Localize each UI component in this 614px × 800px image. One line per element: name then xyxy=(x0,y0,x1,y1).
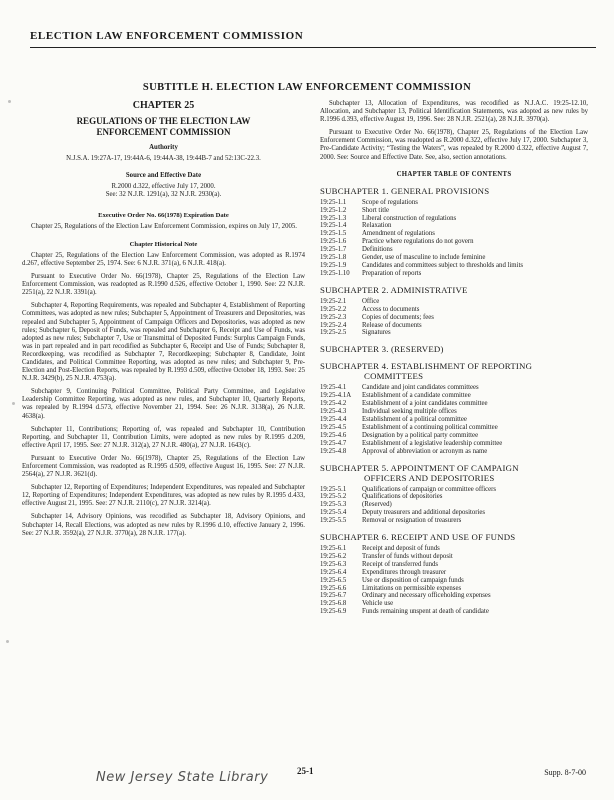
history-paragraph: Subchapter 9, Continuing Political Committee, Political Party Committee, and Legislative Leadership Committee Reporting, was adopted as new rules, and Subchapter 10, Quarterly Reports, was repealed by R.1994 d.573, effective November 21, 1994. See: 26 N.J.R. 3138(a), 26 N.J.R. 4638(a). xyxy=(22,388,305,420)
section-number: 19:25-2.1 xyxy=(320,297,347,305)
table-of-contents-heading: CHAPTER TABLE OF CONTENTS xyxy=(396,170,512,178)
section-number: 19:25-2.2 xyxy=(320,305,347,313)
history-paragraph: Pursuant to Executive Order No. 66(1978), Chapter 25, Regulations of the Election Law Enforcement Commission, was readopted as R.2000 d.322, effective July 17, 2000. Subchapter 3, Pre-Candidate Activity; “Testing the Waters”, was repealed by R.2000 d.322, effective August 7, 2000. See: Source and Effective Date. See, also, section annotations. xyxy=(320,129,588,161)
toc-entry xyxy=(320,384,588,392)
subchapter-heading-text: SUBCHAPTER 6. RECEIPT AND USE OF FUNDS xyxy=(320,532,516,543)
section-title: Receipt of transferred funds xyxy=(362,560,439,568)
toc-entry xyxy=(320,408,588,416)
section-title: Access to documents xyxy=(362,305,420,313)
authority-text: N.J.S.A. 19:27A-17, 19:44A-6, 19:44A-38, 19:44B-7 and 52:13C-22.3. xyxy=(66,155,261,163)
section-number: 19:25-5.4 xyxy=(320,509,347,517)
section-number: 19:25-1.5 xyxy=(320,230,347,238)
toc-entry xyxy=(320,493,588,501)
section-title: Copies of documents; fees xyxy=(362,313,434,321)
toc-entry xyxy=(320,392,588,400)
toc-entry xyxy=(320,509,588,517)
toc-entry xyxy=(320,215,588,223)
section-number: 19:25-5.1 xyxy=(320,485,347,493)
section-number: 19:25-6.6 xyxy=(320,584,347,592)
subchapter-heading xyxy=(320,532,588,542)
toc-entry xyxy=(320,400,588,408)
toc-entry xyxy=(320,553,588,561)
section-number: 19:25-4.7 xyxy=(320,439,347,447)
section-number: 19:25-1.3 xyxy=(320,214,347,222)
subchapter-heading xyxy=(320,285,588,295)
section-number: 19:25-6.4 xyxy=(320,568,347,576)
historical-note-heading: Chapter Historical Note xyxy=(129,240,198,248)
section-number: 19:25-1.4 xyxy=(320,222,347,230)
subchapter-heading-text: SUBCHAPTER 5. APPOINTMENT OF CAMPAIGN xyxy=(320,462,519,473)
section-number: 19:25-4.1A xyxy=(320,392,352,400)
history-paragraph: Pursuant to Executive Order No. 66(1978), Chapter 25, Regulations of the Election Law Enforcement Commission, was readopted as R.1990 d.526, effective October 1, 1990. See: 22 N.J.R. 2251(a), 22 N.J.R. 3391(a). xyxy=(22,273,305,297)
table-of-contents xyxy=(320,186,588,616)
history-paragraph: Subchapter 4, Reporting Requirements, was repealed and Subchapter 4, Establishment of Reporting Committees, was adopted as new rules; Subchapter 5, Appointment of Treasurers and Depositories, was repealed and Subchapter 5, Appointment of Campaign Officers and Depositories, was adopted as new rules; Subchapter 6, Deposit of Funds, was repealed and Subchapter 6, Receipt and Use of Funds, was adopted as new rules; Subchapter 7, Use or Transmittal of Deposited Funds: Surplus Campaign Funds, was in part repealed and in part recodified as Subchapter 6, Receipt and Use of Funds; Subchapter 8, Recordkeeping, was recodified as Subchapter 7, Recordkeeping; Subchapter 8, Candidate, Joint Candidates, and Political Committee Reporting, was adopted as new rules; and Subchapter 9, Pre-Election and Post-Election Reports, was repealed by R.1993 d.509, effective October 18, 1993. See: 25 N.J.R. 3429(b), 25 N.J.R. 4753(a). xyxy=(22,302,305,383)
toc-entry xyxy=(320,246,588,254)
header-rule xyxy=(30,47,596,48)
toc-entry xyxy=(320,585,588,593)
section-title: Establishment of a political committee xyxy=(362,415,467,423)
section-number: 19:25-4.4 xyxy=(320,415,347,423)
subchapter-heading-continuation: COMMITTEES xyxy=(364,371,424,382)
section-title: Practice where regulations do not govern xyxy=(362,238,474,246)
subchapter-heading xyxy=(320,361,588,381)
toc-entry xyxy=(320,322,588,330)
toc-entry xyxy=(320,270,588,278)
section-title: Candidate and joint candidates committees xyxy=(362,384,479,392)
section-title: Removal or resignation of treasurers xyxy=(362,517,462,525)
section-number: 19:25-2.4 xyxy=(320,321,347,329)
section-title: Funds remaining unspent at death of candidate xyxy=(362,608,489,616)
left-column xyxy=(22,100,305,543)
history-paragraph: Subchapter 14, Advisory Opinions, was recodified as Subchapter 18, Advisory Opinions, and Subchapter 14, Recall Elections, was adopted as new rules by R.1996 d.10, effective January 2, 1996. See: 27 N.J.R. 3592(a), 27 N.J.R. 3770(a), 28 N.J.R. 177(a). xyxy=(22,513,305,537)
section-title: Establishment of a candidate committee xyxy=(362,392,471,400)
toc-entry xyxy=(320,448,588,456)
toc-entry xyxy=(320,416,588,424)
section-title: Receipt and deposit of funds xyxy=(362,545,440,553)
section-number: 19:25-5.5 xyxy=(320,517,347,525)
section-number: 19:25-4.3 xyxy=(320,408,347,416)
toc-entry xyxy=(320,432,588,440)
section-number: 19:25-1.6 xyxy=(320,238,347,246)
section-title: Vehicle use xyxy=(362,600,394,608)
section-title: Establishment of a joint candidates committee xyxy=(362,400,488,408)
section-title: Liberal construction of regulations xyxy=(362,214,457,222)
section-number: 19:25-1.2 xyxy=(320,206,347,214)
section-title: Amendment of regulations xyxy=(362,230,435,238)
toc-entry xyxy=(320,608,588,616)
section-title: Designation by a political party committee xyxy=(362,431,479,439)
section-number: 19:25-1.10 xyxy=(320,269,350,277)
subchapter-heading xyxy=(320,186,588,196)
subtitle-heading: SUBTITLE H. ELECTION LAW ENFORCEMENT COMMISSION xyxy=(142,82,472,93)
toc-entry xyxy=(320,486,588,494)
history-paragraph: Subchapter 11, Contributions; Reporting of, was repealed and Subchapter 10, Contribution Reporting, and Subchapter 11, Contribution Limits, were adopted as new rules by R.1995 d.209, effective April 17, 1995. See: 27 N.J.R. 312(a), 27 N.J.R. 480(a), 27 N.J.R. 1643(c). xyxy=(22,425,305,449)
running-header: ELECTION LAW ENFORCEMENT COMMISSION xyxy=(30,30,304,42)
subchapter-heading-continuation: OFFICERS AND DEPOSITORIES xyxy=(364,472,495,483)
section-title: Establishment of a continuing political committee xyxy=(362,423,498,431)
subchapter-heading xyxy=(320,463,588,483)
toc-entry xyxy=(320,262,588,270)
toc-entry xyxy=(320,569,588,577)
source-heading: Source and Effective Date xyxy=(125,172,202,180)
toc-entry xyxy=(320,199,588,207)
exec-order-text: Chapter 25, Regulations of the Election Law Enforcement Commission, expires on July 17, 2005. xyxy=(31,222,297,230)
section-title: Qualifications of depositories xyxy=(362,493,443,501)
toc-entry xyxy=(320,501,588,509)
section-number: 19:25-6.8 xyxy=(320,600,347,608)
toc-entry xyxy=(320,222,588,230)
right-column xyxy=(320,100,588,616)
toc-entry xyxy=(320,329,588,337)
section-title: Short title xyxy=(362,206,389,214)
toc-entry xyxy=(320,600,588,608)
section-title: Preparation of reports xyxy=(362,269,422,277)
section-title: Release of documents xyxy=(362,321,422,329)
toc-entry xyxy=(320,561,588,569)
toc-entry xyxy=(320,238,588,246)
subchapter-heading xyxy=(320,344,588,354)
authority-heading: Authority xyxy=(149,144,178,152)
section-title: Office xyxy=(362,297,380,305)
section-title: Expenditures through treasurer xyxy=(362,568,447,576)
exec-order-heading: Executive Order No. 66(1978) Expiration Date xyxy=(98,211,229,219)
toc-entry xyxy=(320,230,588,238)
section-number: 19:25-6.9 xyxy=(320,608,347,616)
section-number: 19:25-6.2 xyxy=(320,552,347,560)
section-number: 19:25-1.8 xyxy=(320,254,347,262)
toc-entry xyxy=(320,424,588,432)
chapter-title-line-2: ENFORCEMENT COMMISSION xyxy=(96,127,231,138)
section-title: Establishment of a legislative leadership committee xyxy=(362,439,503,447)
toc-entry xyxy=(320,592,588,600)
margin-speck xyxy=(12,402,15,405)
toc-entry xyxy=(320,314,588,322)
section-title: Deputy treasurers and additional depositories xyxy=(362,509,486,517)
section-number: 19:25-6.1 xyxy=(320,545,347,553)
toc-entry xyxy=(320,577,588,585)
section-title: Limitations on permissible expenses xyxy=(362,584,462,592)
section-number: 19:25-1.9 xyxy=(320,262,347,269)
section-title: Individual seeking multiple offices xyxy=(362,408,457,416)
history-paragraph: Subchapter 12, Reporting of Expenditures; Independent Expenditures, was repealed and Subchapter 12, Reporting of Expenditures; Independent Expenditures, was adopted as new rules by R.1995 d.433, effective August 21, 1995. See: 27 N.J.R. 2110(c), 27 N.J.R. 3214(a). xyxy=(22,484,305,508)
section-title: (Reserved) xyxy=(362,501,392,509)
section-number: 19:25-6.3 xyxy=(320,560,347,568)
section-number: 19:25-4.8 xyxy=(320,447,347,455)
toc-entry xyxy=(320,440,588,448)
subchapter-heading-text: SUBCHAPTER 2. ADMINISTRATIVE xyxy=(320,284,468,295)
section-title: Use or disposition of campaign funds xyxy=(362,576,464,584)
section-title: Qualifications of campaign or committee officers xyxy=(362,485,497,493)
section-title: Transfer of funds without deposit xyxy=(362,552,453,560)
chapter-title xyxy=(22,116,305,138)
margin-speck xyxy=(8,100,11,103)
section-number: 19:25-4.2 xyxy=(320,400,347,408)
section-number: 19:25-1.1 xyxy=(320,198,347,206)
chapter-title-line-1: REGULATIONS OF THE ELECTION LAW xyxy=(76,116,251,127)
library-stamp: New Jersey State Library xyxy=(96,770,269,785)
toc-entry xyxy=(320,254,588,262)
toc-entry xyxy=(320,545,588,553)
section-number: 19:25-6.5 xyxy=(320,576,347,584)
section-title: Signatures xyxy=(362,329,391,337)
supplement-date: Supp. 8-7-00 xyxy=(544,768,586,777)
section-title: Approval of abbreviation or acronym as name xyxy=(362,447,488,455)
section-number: 19:25-6.7 xyxy=(320,592,347,600)
toc-entry xyxy=(320,306,588,314)
subchapter-heading-text: SUBCHAPTER 3. (RESERVED) xyxy=(320,344,444,355)
section-title: Relaxation xyxy=(362,222,392,230)
section-number: 19:25-2.3 xyxy=(320,313,347,321)
section-number: 19:25-4.5 xyxy=(320,423,347,431)
page-number: 25-1 xyxy=(297,766,314,776)
history-paragraph: Chapter 25, Regulations of the Election Law Enforcement Commission, was adopted as R.1974 d.267, effective September 25, 1974. See: 6 N.J.R. 371(a), 6 N.J.R. 418(a). xyxy=(22,251,305,267)
history-paragraph: Pursuant to Executive Order No. 66(1978), Chapter 25, Regulations of the Election Law Enforcement Commission, was readopted as R.1995 d.509, effective August 16, 1995. See: 27 N.J.R. 2564(a), 27 N.J.R. 3621(d). xyxy=(22,454,305,479)
section-title: Definitions xyxy=(362,246,393,254)
subchapter-heading-text: SUBCHAPTER 1. GENERAL PROVISIONS xyxy=(320,185,490,196)
toc-entry xyxy=(320,207,588,215)
source-line-2: See: 32 N.J.R. 1291(a), 32 N.J.R. 2930(a). xyxy=(105,191,222,199)
margin-speck xyxy=(6,640,9,643)
section-number: 19:25-1.7 xyxy=(320,246,347,254)
section-number: 19:25-4.6 xyxy=(320,431,347,439)
section-number: 19:25-5.3 xyxy=(320,501,347,509)
section-title: Gender, use of masculine to include feminine xyxy=(362,254,486,262)
section-title: Scope of regulations xyxy=(362,198,418,206)
history-paragraph: Subchapter 13, Allocation of Expenditures, was recodified as N.J.A.C. 19:25-12.10, Allocation, and Subchapter 13, Political Identification Statements, was adopted as new rules by R.1996 d.393, effective August 19, 1996. See: 28 N.J.R. 2521(a), 28 N.J.R. 3970(a). xyxy=(320,100,588,124)
section-number: 19:25-2.5 xyxy=(320,329,347,337)
subchapter-heading-text: SUBCHAPTER 4. ESTABLISHMENT OF REPORTING xyxy=(320,361,533,372)
chapter-number: CHAPTER 25 xyxy=(132,100,195,111)
section-title: Candidates and committees subject to thresholds and limits xyxy=(362,262,524,269)
toc-entry xyxy=(320,298,588,306)
source-line-1: R.2000 d.322, effective July 17, 2000. xyxy=(111,183,216,191)
toc-entry xyxy=(320,517,588,525)
section-number: 19:25-5.2 xyxy=(320,493,347,501)
section-title: Ordinary and necessary officeholding expenses xyxy=(362,592,491,600)
section-number: 19:25-4.1 xyxy=(320,384,347,392)
